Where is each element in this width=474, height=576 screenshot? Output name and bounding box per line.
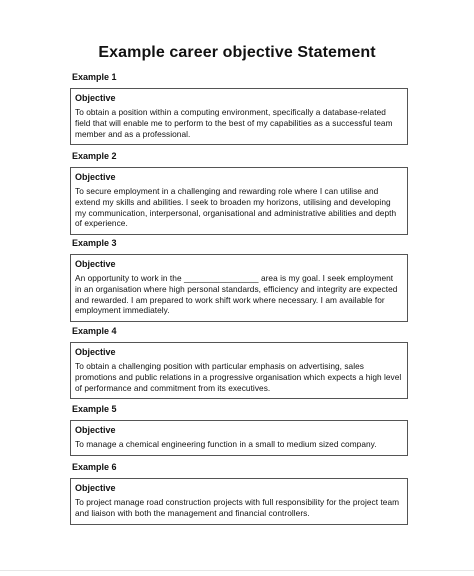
objective-heading: Objective <box>75 172 116 182</box>
page-bottom-divider <box>0 570 474 571</box>
objective-text: An opportunity to work in the ________________ area is my goal. I seek employment in an organisation where high personal standards, efficiency and integrity are expected and rewarded. I am prepared to work shift work where necessary. I am available for employment immediately. <box>75 273 398 316</box>
example-section-5 <box>70 404 408 456</box>
objective-box <box>70 167 408 235</box>
document-title: Example career objective Statement <box>98 44 376 61</box>
example-label: Example 4 <box>72 326 117 336</box>
objective-text: To project manage road construction projects with full responsibility for the project team and liaison with both the management and financial controllers. <box>75 497 400 518</box>
objective-box <box>70 478 408 525</box>
example-section-6 <box>70 462 408 525</box>
example-section-4 <box>70 326 408 399</box>
objective-heading: Objective <box>75 483 116 493</box>
objective-box <box>70 420 408 456</box>
objective-text: To manage a chemical engineering function in a small to medium sized company. <box>75 439 377 449</box>
example-section-2 <box>70 151 408 235</box>
objective-box <box>70 254 408 322</box>
objective-heading: Objective <box>75 425 116 435</box>
example-label: Example 2 <box>72 151 117 161</box>
objective-text: To obtain a position within a computing environment, specifically a database-related field that will enable me to perform to the best of my capabilities as a successful team member and as a professional. <box>75 107 393 139</box>
objective-text: To obtain a challenging position with particular emphasis on advertising, sales promotions and public relations in a progressive organisation which expects a high level of performance and commitment from its executives. <box>75 361 402 393</box>
example-label: Example 6 <box>72 462 117 472</box>
example-label: Example 5 <box>72 404 117 414</box>
objective-heading: Objective <box>75 93 116 103</box>
example-section-3 <box>70 238 408 322</box>
example-label: Example 1 <box>72 72 117 82</box>
objective-box <box>70 88 408 145</box>
objective-heading: Objective <box>75 259 116 269</box>
example-label: Example 3 <box>72 238 117 248</box>
objective-box <box>70 342 408 399</box>
example-section-1 <box>70 72 408 145</box>
objective-text: To secure employment in a challenging and rewarding role where I can utilise and extend my skills and abilities. I seek to broaden my horizons, utilising and developing my communication, interpersonal, organisational and administrative abilities and depth of experience. <box>75 186 397 229</box>
objective-heading: Objective <box>75 347 116 357</box>
